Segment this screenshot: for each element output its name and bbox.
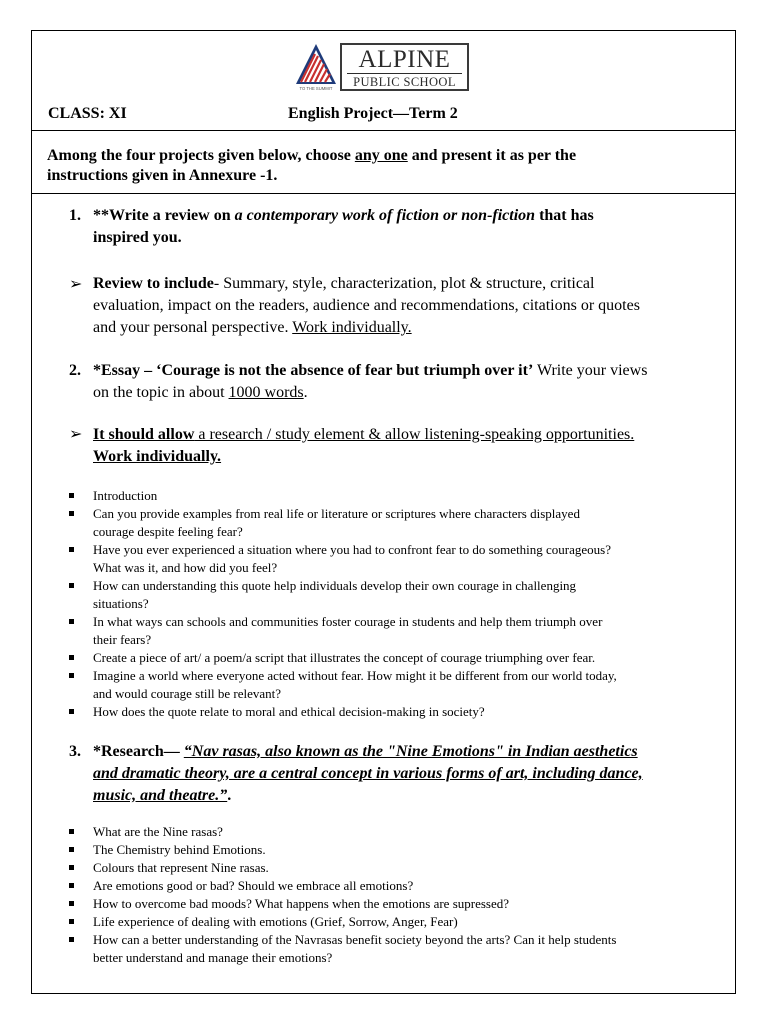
school-subtitle: PUBLIC SCHOOL <box>353 75 456 89</box>
square-bullet-icon <box>69 883 74 888</box>
list-item-text: better understand and manage their emotions? <box>93 950 333 965</box>
list-item-text: Have you ever experienced a situation where you had to confront fear to do something courageous? <box>93 542 612 557</box>
list-item-text: Colours that represent Nine rasas. <box>93 860 269 875</box>
list-item-text: Life experience of dealing with emotions (Grief, Sorrow, Anger, Fear) <box>93 914 458 929</box>
list-item-text: Can you provide examples from real life or literature or scriptures where characters displayed <box>93 506 580 521</box>
list-item-text: How does the quote relate to moral and ethical decision-making in society? <box>93 704 485 719</box>
list-item <box>93 859 713 877</box>
list-item <box>93 703 713 721</box>
list-item <box>93 931 713 967</box>
project-2-heading: *Essay – ‘Courage is not the absence of fear but triumph over it’ Write your views on the topic in about 1000 words. <box>93 362 648 401</box>
square-bullet-icon <box>69 547 74 552</box>
list-item-text: How to overcome bad moods? What happens when the emotions are supressed? <box>93 896 510 911</box>
list-item <box>93 577 713 613</box>
instructions-text: Among the four projects given below, choose any one and present it as per the instructions given in Annexure -1. <box>47 147 577 184</box>
list-item <box>93 613 713 649</box>
list-item-text: What was it, and how did you feel? <box>93 560 278 575</box>
list-item-text: Create a piece of art/ a poem/a script that illustrates the concept of courage triumphing over fear. <box>93 650 596 665</box>
project-3-number: 3. <box>69 743 81 760</box>
square-bullet-icon <box>69 829 74 834</box>
list-item <box>93 487 713 505</box>
school-logo <box>293 42 471 92</box>
project-1-heading: **Write a review on a contemporary work of fiction or non-fiction that has inspired you. <box>93 207 594 246</box>
list-item-text: Are emotions good or bad? Should we embrace all emotions? <box>93 878 414 893</box>
document-page <box>31 30 736 994</box>
arrow-bullet-icon: ➢ <box>69 276 83 293</box>
school-name: ALPINE <box>358 46 451 73</box>
list-item <box>93 667 713 703</box>
list-item <box>93 505 713 541</box>
list-item-text: situations? <box>93 596 149 611</box>
square-bullet-icon <box>69 709 74 714</box>
list-item <box>93 541 713 577</box>
list-item-text: In what ways can schools and communities foster courage in students and help them triumph over <box>93 614 603 629</box>
list-item <box>93 841 713 859</box>
square-bullet-icon <box>69 919 74 924</box>
mountain-emblem-icon <box>293 42 340 92</box>
square-bullet-icon <box>69 583 74 588</box>
logo-divider <box>347 73 462 74</box>
list-item-text: How can a better understanding of the Navrasas benefit society beyond the arts? Can it help students <box>93 932 617 947</box>
list-item-text: The Chemistry behind Emotions. <box>93 842 266 857</box>
list-item <box>93 877 713 895</box>
header-divider <box>31 130 736 131</box>
list-item-text: courage despite feeling fear? <box>93 524 243 539</box>
square-bullet-icon <box>69 511 74 516</box>
list-item-text: What are the Nine rasas? <box>93 824 223 839</box>
list-item <box>93 895 713 913</box>
square-bullet-icon <box>69 865 74 870</box>
project-3-heading: *Research— “Nav rasas, also known as the "Nine Emotions" in Indian aesthetics and dramatic theory, are a central concept in various forms of art, including dance, music, and theatre.”. <box>93 743 643 804</box>
essay-should-allow: It should allow a research / study element & allow listening-speaking opportunities. Work individually. <box>93 426 635 465</box>
logo-wordmark <box>340 43 469 91</box>
list-item <box>93 823 713 841</box>
arrow-bullet-icon: ➢ <box>69 426 83 443</box>
list-item-text: and would courage still be relevant? <box>93 686 282 701</box>
list-item-text: How can understanding this quote help individuals develop their own courage in challenging <box>93 578 577 593</box>
class-label: CLASS: XI <box>48 105 127 122</box>
square-bullet-icon <box>69 847 74 852</box>
list-item-text: Introduction <box>93 488 158 503</box>
instructions-divider <box>31 193 736 194</box>
square-bullet-icon <box>69 655 74 660</box>
square-bullet-icon <box>69 673 74 678</box>
any-one-emphasis: any one <box>354 147 408 164</box>
list-item-text: their fears? <box>93 632 152 647</box>
project-2-number: 2. <box>69 362 81 379</box>
square-bullet-icon <box>69 901 74 906</box>
emblem-tagline: TO THE SUMMIT <box>299 86 333 91</box>
list-item <box>93 913 713 931</box>
square-bullet-icon <box>69 937 74 942</box>
list-item-text: Imagine a world where everyone acted without fear. How might it be different from our world today, <box>93 668 617 683</box>
review-to-include: Review to include- Summary, style, characterization, plot & structure, critical evaluation, impact on the readers, audience and recommendations, citations or quotes and your personal perspective. Work individually. <box>93 275 640 336</box>
project-1-number: 1. <box>69 207 81 224</box>
list-item <box>93 649 713 667</box>
square-bullet-icon <box>69 619 74 624</box>
project-title: English Project—Term 2 <box>288 105 458 122</box>
square-bullet-icon <box>69 493 74 498</box>
